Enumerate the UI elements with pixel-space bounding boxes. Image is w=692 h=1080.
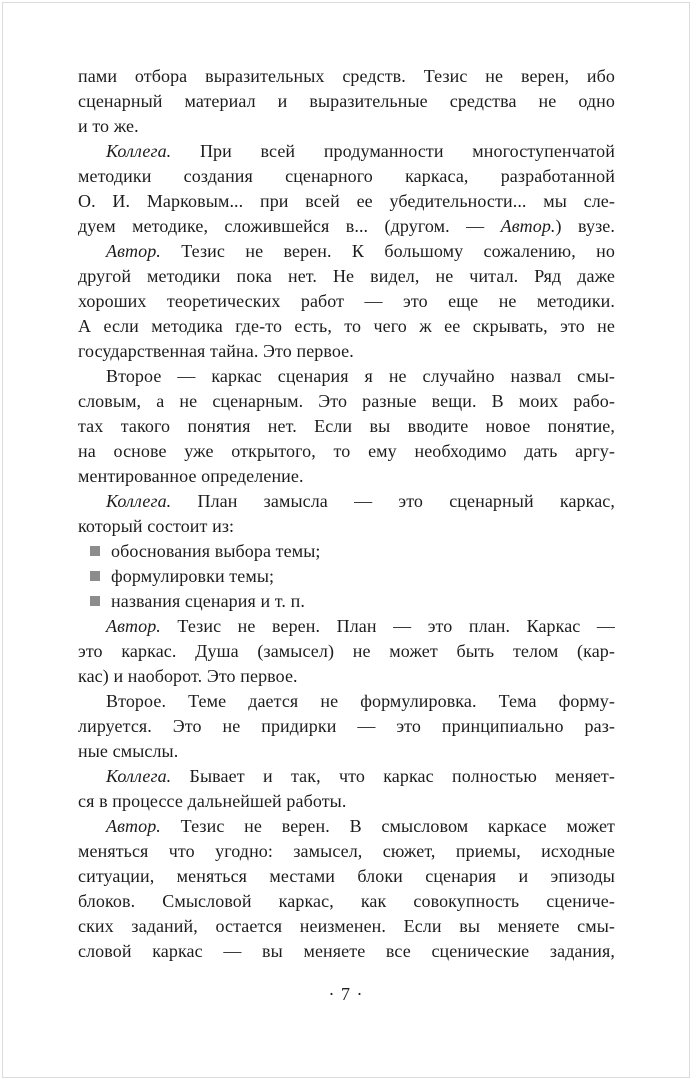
text-run: Второе — каркас сценария я не случайно назвал смы-	[106, 366, 615, 386]
text-run: словой каркас — вы меняете все сценические задания,	[78, 941, 615, 961]
text-line	[78, 464, 615, 489]
text-block	[78, 64, 615, 964]
text-line	[78, 739, 615, 764]
italic-text-run: Автор.	[500, 216, 556, 236]
text-run: ситуации, меняться местами блоки сценария и эпизоды	[78, 866, 615, 886]
text-line	[78, 714, 615, 739]
text-run: это каркас. Душа (замысел) не может быть телом (кар-	[78, 641, 615, 661]
bullet-square-icon	[90, 546, 100, 556]
paragraph	[78, 364, 615, 489]
text-line	[78, 489, 615, 514]
text-run: Тезис не верен. В смысловом каркасе может	[160, 816, 615, 836]
text-line	[78, 339, 615, 364]
text-run: формулировки темы;	[111, 566, 275, 586]
text-line	[78, 564, 615, 589]
text-run: кас) и наоборот. Это первое.	[78, 666, 298, 686]
text-run: О. И. Марковым... при всей ее убедительности... мы сле-	[78, 191, 615, 211]
text-run: Тезис не верен. К большому сожалению, но	[160, 241, 615, 261]
text-run: При всей продуманности многоступенчатой	[171, 141, 615, 161]
text-line	[78, 389, 615, 414]
text-run: ся в процессе дальнейшей работы.	[78, 791, 347, 811]
text-line	[78, 589, 615, 614]
text-run: другой методики пока нет. Не видел, не читал. Ряд даже	[78, 266, 615, 286]
text-line	[78, 889, 615, 914]
text-line	[78, 139, 615, 164]
text-run: пами отбора выразительных средств. Тезис не верен, ибо	[78, 66, 615, 86]
bullet-item	[78, 539, 615, 564]
paragraph	[78, 239, 615, 364]
text-line	[78, 864, 615, 889]
text-run: тах такого понятия нет. Если вы вводите новое понятие,	[78, 416, 615, 436]
paragraph	[78, 139, 615, 239]
text-line	[78, 664, 615, 689]
text-line	[78, 614, 615, 639]
text-run: сценарный материал и выразительные средства не одно	[78, 91, 615, 111]
text-run: меняться что угодно: замысел, сюжет, приемы, исходные	[78, 841, 615, 861]
text-line	[78, 914, 615, 939]
text-run: дуем методике, сложившейся в... (другом. —	[78, 216, 501, 236]
text-line	[78, 164, 615, 189]
italic-text-run: Коллега.	[106, 491, 172, 511]
text-line	[78, 814, 615, 839]
text-run: ные смыслы.	[78, 741, 179, 761]
bullet-square-icon	[90, 571, 100, 581]
text-run: и то же.	[78, 116, 139, 136]
text-line	[78, 264, 615, 289]
text-line	[78, 114, 615, 139]
text-run: словым, а не сценарным. Это разные вещи. В моих рабо-	[78, 391, 615, 411]
text-run: Второе. Теме дается не формулировка. Тема форму-	[106, 691, 615, 711]
text-run: ских заданий, остается неизменен. Если вы меняете смы-	[78, 916, 615, 936]
text-line	[78, 689, 615, 714]
text-run: названия сценария и т. п.	[111, 591, 305, 611]
text-run: блоков. Смысловой каркас, как совокупность сцениче-	[78, 891, 615, 911]
text-run: методики создания сценарного каркаса, разработанной	[78, 166, 615, 186]
bullet-item	[78, 564, 615, 589]
text-line	[78, 289, 615, 314]
paragraph	[78, 64, 615, 139]
text-line	[78, 189, 615, 214]
paragraph	[78, 764, 615, 814]
text-line	[78, 839, 615, 864]
text-line	[78, 514, 615, 539]
bullet-square-icon	[90, 596, 100, 606]
text-run: ) вузе.	[555, 216, 615, 236]
paragraph	[78, 489, 615, 539]
text-line	[78, 764, 615, 789]
text-run: обоснования выбора темы;	[111, 541, 321, 561]
bullet-item	[78, 589, 615, 614]
page-number: · 7 ·	[328, 984, 364, 1004]
text-line	[78, 414, 615, 439]
text-run: который состоит из:	[78, 516, 235, 536]
italic-text-run: Автор.	[106, 616, 161, 636]
text-run: лируется. Это не придирки — это принципиально раз-	[78, 716, 615, 736]
text-line	[78, 939, 615, 964]
text-line	[78, 439, 615, 464]
text-run: Бывает и так, что каркас полностью меняет-	[171, 766, 615, 786]
italic-text-run: Коллега.	[106, 141, 172, 161]
text-line	[78, 364, 615, 389]
text-run: А если методика где-то есть, то чего ж ее скрывать, это не	[78, 316, 615, 336]
text-line	[78, 239, 615, 264]
text-line	[78, 89, 615, 114]
text-line	[78, 789, 615, 814]
text-line	[78, 639, 615, 664]
text-line	[78, 214, 615, 239]
text-line	[78, 64, 615, 89]
italic-text-run: Автор.	[106, 816, 161, 836]
text-line	[78, 539, 615, 564]
text-run: Тезис не верен. План — это план. Каркас —	[160, 616, 615, 636]
text-run: ментированное определение.	[78, 466, 304, 486]
text-run: хороших теоретических работ — это еще не методики.	[78, 291, 615, 311]
text-line	[78, 314, 615, 339]
italic-text-run: Коллега.	[106, 766, 172, 786]
text-run: на основе уже открытого, то ему необходимо дать аргу-	[78, 441, 615, 461]
paragraph	[78, 614, 615, 689]
italic-text-run: Автор.	[106, 241, 161, 261]
text-run: государственная тайна. Это первое.	[78, 341, 354, 361]
paragraph	[78, 814, 615, 964]
paragraph	[78, 689, 615, 764]
text-run: План замысла — это сценарный каркас,	[171, 491, 615, 511]
